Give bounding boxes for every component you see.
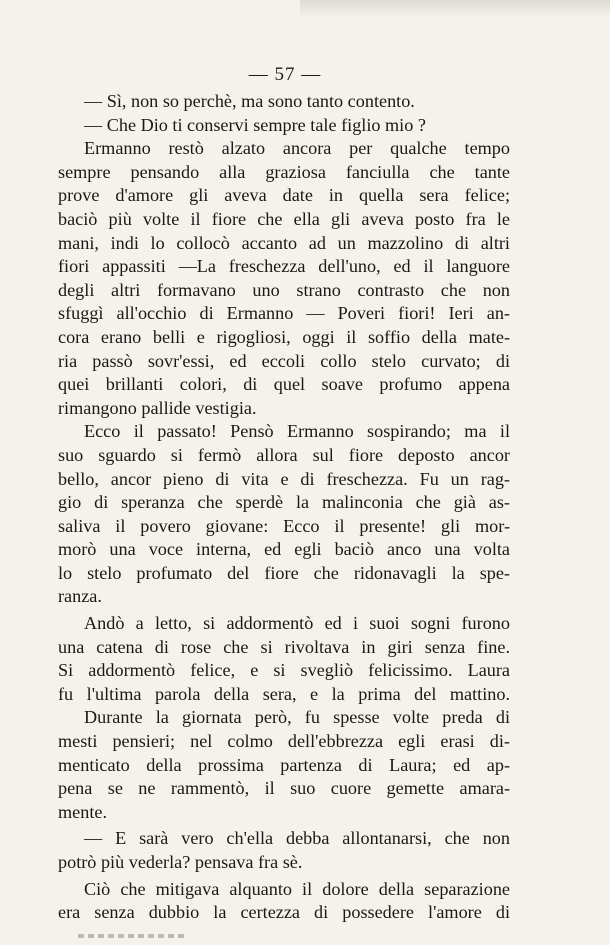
text-line: potrò più vederla? pensava fra sè.	[58, 852, 303, 872]
text-line: fiori appassiti —La freschezza dell'uno, ed il languore	[58, 256, 510, 277]
text-line: una catena di rose che si rivoltava in giri senza fine.	[58, 636, 510, 657]
text-line: — Sì, non so perchè, ma sono tanto contento.	[84, 91, 415, 111]
text-line: mesti pensieri; nel colmo dell'ebbrezza egli erasi di-	[58, 731, 510, 752]
text-line: quei brillanti colori, di quel soave profumo appena	[58, 374, 510, 395]
text-line: sempre pensando alla graziosa fanciulla che tante	[58, 161, 510, 182]
text-line: Si addormentò felice, e si svegliò felicissimo. Laura	[58, 660, 510, 681]
paper-mark	[78, 934, 188, 938]
text-line: saliva il povero giovane: Ecco il presente! gli mor-	[58, 515, 510, 536]
page-number: — 57 —	[248, 64, 322, 85]
text-line: mente.	[58, 801, 107, 822]
text-line: fu l'ultima parola della sera, e la prima del mattino.	[58, 683, 510, 704]
text-line: — E sarà vero ch'ella debba allontanarsi, che non	[84, 828, 510, 849]
text-line: ranza.	[58, 586, 102, 607]
text-line: gio di speranza che sperdè la malinconia che già as-	[58, 492, 510, 513]
text-line: Andò a letto, si addormentò ed i suoi sogni furono	[84, 613, 510, 634]
text-line: suo sguardo si fermò allora sul fiore deposto ancor	[58, 444, 510, 465]
text-line: Durante la giornata però, fu spesse volte preda di	[84, 707, 510, 728]
text-line: lo stelo profumato del fiore che ridonavagli la spe-	[58, 562, 510, 583]
text-line: degli altri formavano uno strano contrasto che non	[58, 279, 510, 300]
text-line: cora erano belli e rigogliosi, oggi il soffio della mate-	[58, 326, 510, 347]
text-line: pena se ne rammentò, il suo cuore gemette amara-	[58, 778, 510, 799]
text-line: mani, indi lo collocò accanto ad un mazzolino di altri	[58, 232, 510, 253]
text-line: Ciò che mitigava alquanto il dolore della separazione	[84, 878, 510, 899]
text-line: menticato della prossima partenza di Laura; ed ap-	[58, 754, 510, 775]
text-line: rimangono pallide vestigia.	[58, 397, 257, 418]
body-text	[58, 90, 510, 925]
text-line: prove d'amore gli aveva date in quella sera felice;	[58, 185, 510, 206]
text-line: era senza dubbio la certezza di possedere l'amore di	[58, 902, 510, 923]
text-line: baciò più volte il fiore che ella gli aveva posto fra le	[58, 208, 510, 229]
text-line: bello, ancor pieno di vita e di freschezza. Fu un rag-	[58, 468, 510, 489]
text-line: Ermanno restò alzato ancora per qualche tempo	[84, 138, 510, 159]
text-line: — Che Dio ti conservi sempre tale figlio mio ?	[84, 114, 426, 135]
text-line: morò una voce interna, ed egli baciò anco una volta	[58, 539, 510, 560]
text-line: Ecco il passato! Pensò Ermanno sospirando; ma il	[84, 421, 510, 442]
text-line: sfuggì all'occhio di Ermanno — Poveri fiori! Ieri an-	[58, 303, 510, 324]
paper-stain	[300, 0, 610, 18]
text-line: ria passò sovr'essi, ed eccoli collo stelo curvato; di	[58, 350, 510, 371]
